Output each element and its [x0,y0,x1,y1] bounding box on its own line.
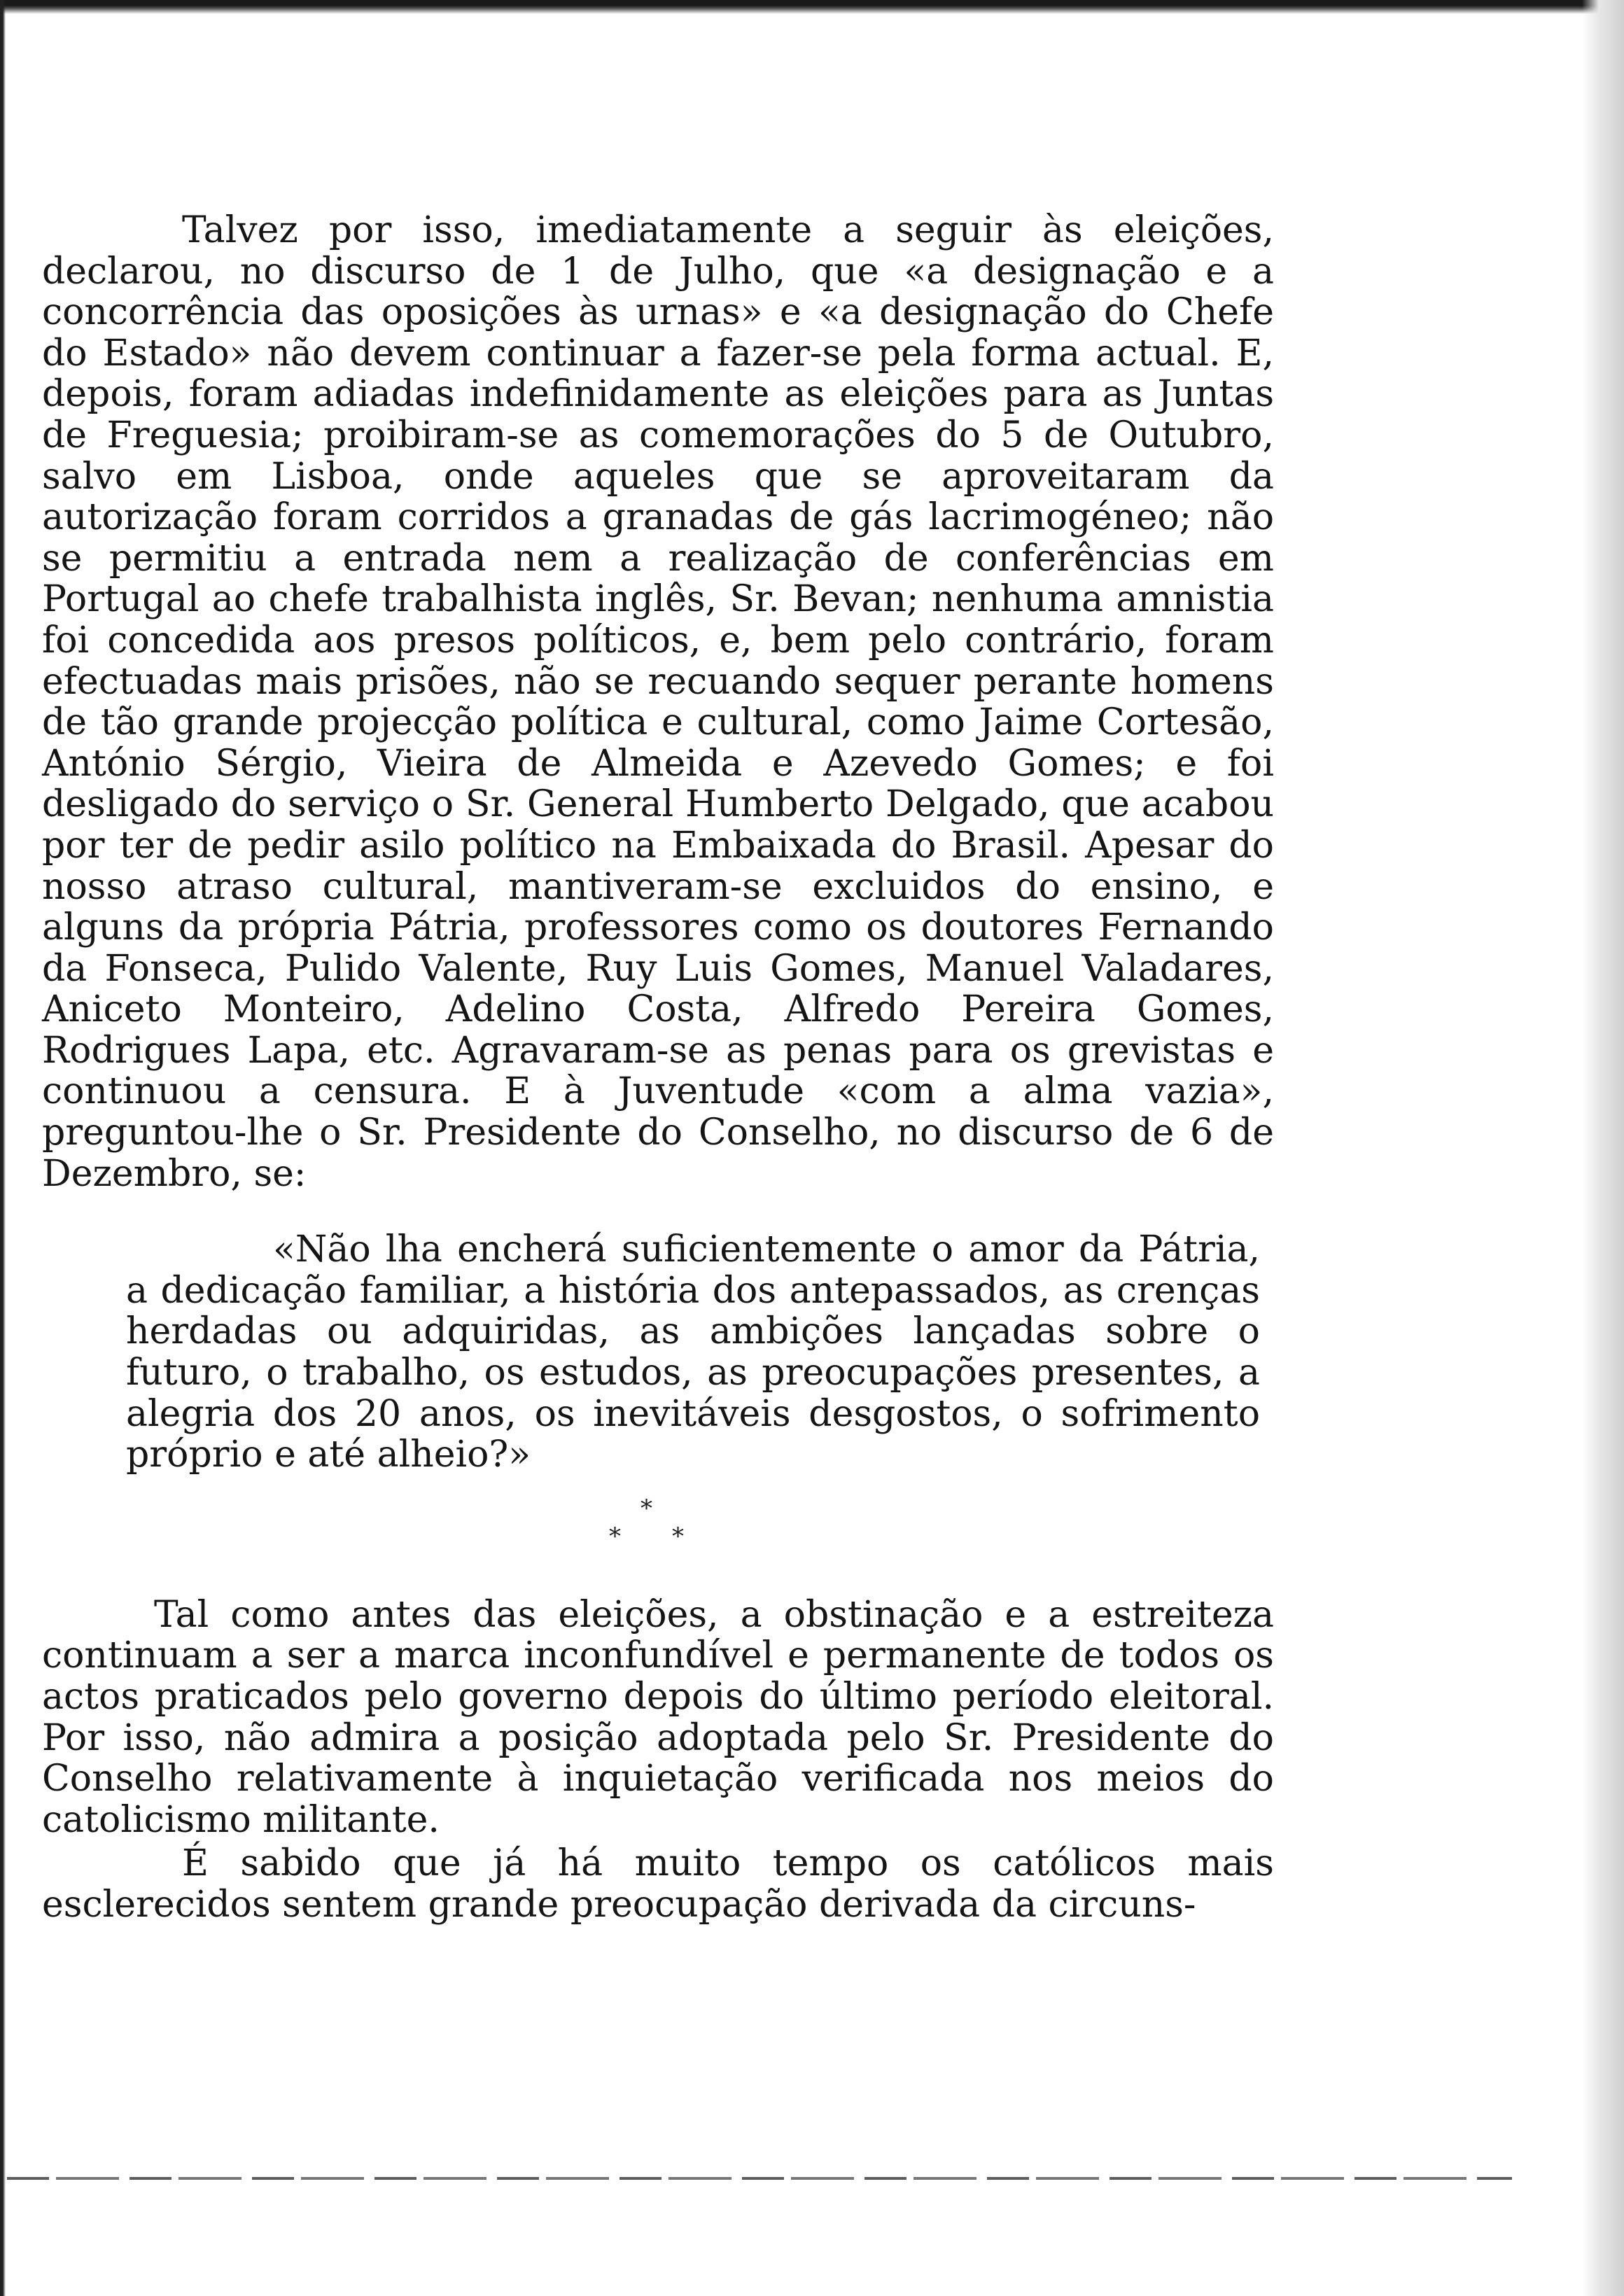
scan-edge-right [1582,0,1624,2296]
page-body [42,210,1274,1926]
section-separator [42,1490,1274,1567]
separator-star-top: * [640,1494,652,1522]
scan-edge-left [0,0,6,2296]
bottom-rule [7,2177,1512,2180]
scan-edge-top [0,0,1624,14]
paragraph-catholics: É sabido que já há muito tempo os católicos mais esclerecidos sentem grande preocupação derivada da circuns- [42,1842,1274,1926]
paragraph-elections: Talvez por isso, imediatamente a seguir às eleições, declarou, no discurso de 1 de Julho, que «a designação e a concorrência das oposições às urnas» e «a designação do Chefe do Estado» não devem continuar a fazer-se pela forma actual. E, depois, foram adiadas indefinidamente as eleições para as Juntas de Freguesia; proibiram-se as comemorações do 5 de Outubro, salvo em Lisboa, onde aqueles que se aproveitaram da autorização foram corridos a granadas de gás lacrimogéneo; não se permitiu a entrada nem a realização de conferências em Portugal ao chefe trabalhista inglês, Sr. Bevan; nenhuma amnistia foi concedida aos presos políticos, e, bem pelo contrário, foram efectuadas mais prisões, não se recuando sequer perante homens de tão grande projecção política e cultural, como Jaime Cortesão, António Sérgio, Vieira de Almeida e Azevedo Gomes; e foi desligado do serviço o Sr. General Humberto Delgado, que acabou por ter de pedir asilo político na Embaixada do Brasil. Apesar do nosso atraso cultural, mantiveram-se excluidos do ensino, e alguns da própria Pátria, professores como os doutores Fernando da Fonseca, Pulido Valente, Ruy Luis Gomes, Manuel Valadares, Aniceto Monteiro, Adelino Costa, Alfredo Pereira Gomes, Rodrigues Lapa, etc. Agravaram-se as penas para os grevistas e continuou a censura. E à Juventude «com a alma vazia», preguntou-lhe o Sr. Presidente do Conselho, no discurso de 6 de Dezembro, se: [42,209,1274,1195]
section-two [42,1595,1274,1926]
block-quote [42,1229,1274,1476]
separator-star-right: * [672,1522,684,1550]
quote-text: «Não lha encherá suficientemente o amor da Pátria, a dedicação familiar, a história dos antepassados, as crenças herdadas ou adquiridas, as ambições lançadas sobre o futuro, o trabalho, os estudos, as preocupações presentes, a alegria dos 20 anos, os inevitáveis desgostos, o sofrimento próprio e até alheio?» [126,1228,1260,1476]
separator-star-left: * [609,1522,621,1550]
paragraph-obstinacy: Tal como antes das eleições, a obstinação e a estreiteza continuam a ser a marca inconfundível e permanente de todos os actos praticados pelo governo depois do último período eleitoral. Por isso, não admira a posição adoptada pelo Sr. Presidente do Conselho relativamente à inquietação verificada nos meios do catolicismo militante. [42,1593,1274,1841]
